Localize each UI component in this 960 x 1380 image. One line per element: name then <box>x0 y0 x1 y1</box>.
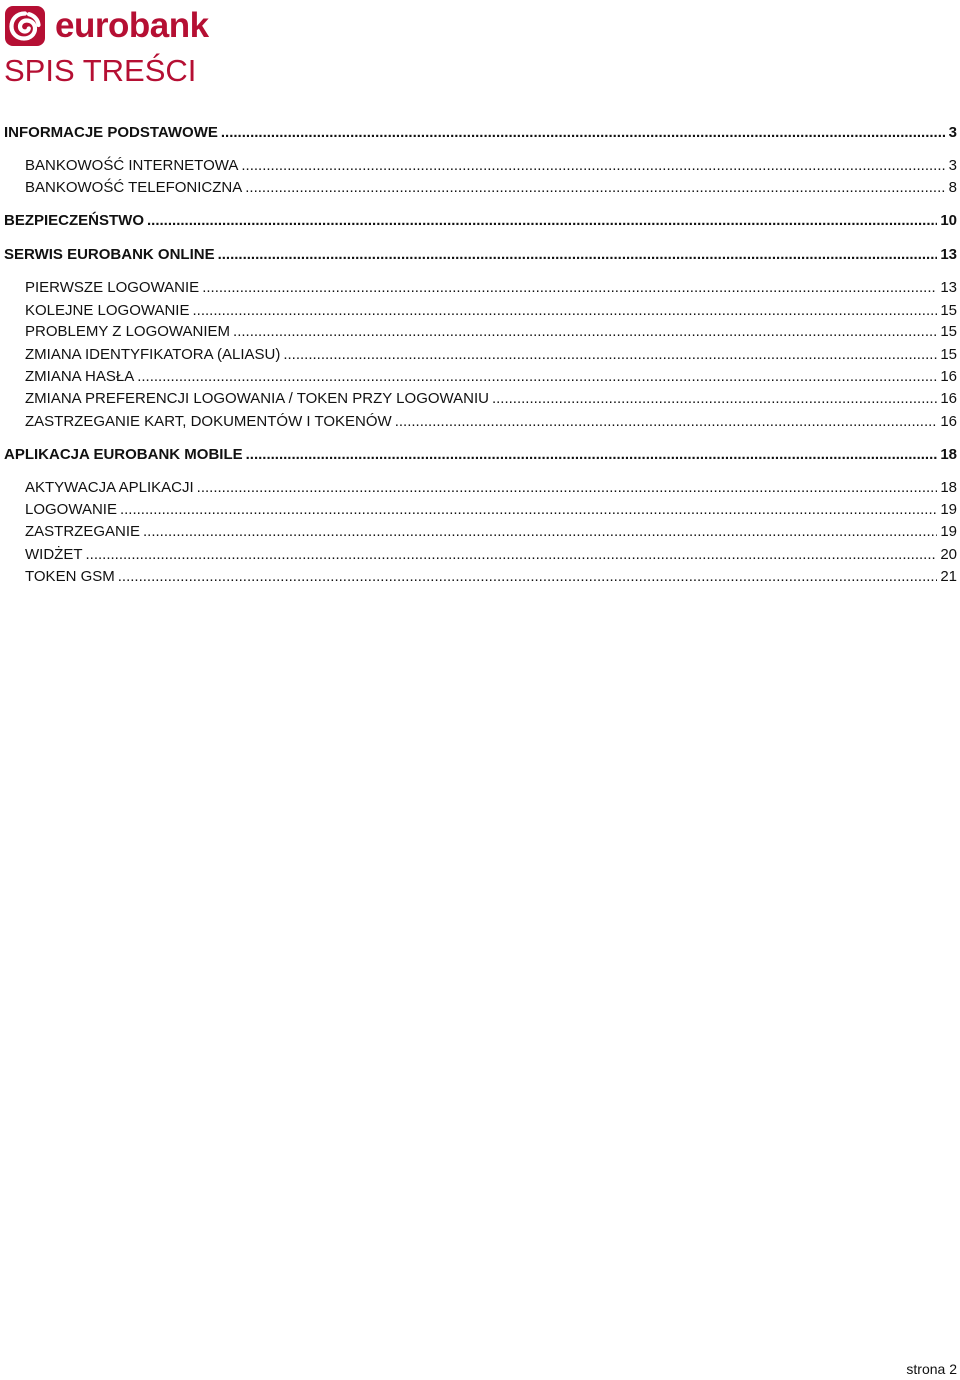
toc-entry-page-number: 18 <box>940 479 957 496</box>
toc-entry-page-number: 19 <box>940 523 957 540</box>
toc-dot-leader <box>395 412 938 432</box>
toc-entry-page-number: 19 <box>940 501 957 518</box>
toc-dot-leader <box>221 123 946 143</box>
toc-entry-label: PROBLEMY Z LOGOWANIEM <box>25 323 231 340</box>
toc-entry-label: WIDŻET <box>25 546 83 563</box>
toc-dot-leader <box>197 478 938 498</box>
toc-entry-label: APLIKACJA EUROBANK MOBILE <box>4 446 243 463</box>
toc-dot-leader <box>218 245 938 265</box>
eurobank-logo <box>5 4 209 48</box>
toc-entry[interactable] <box>0 345 957 365</box>
toc-dot-leader <box>143 522 937 542</box>
toc-entry-page-number: 3 <box>948 157 957 174</box>
toc-entry-label: SERWIS EUROBANK ONLINE <box>4 246 215 263</box>
toc-dot-leader <box>246 445 938 465</box>
toc-entry[interactable] <box>0 245 957 265</box>
toc-entry-label: BANKOWOŚĆ TELEFONICZNA <box>25 179 243 196</box>
toc-entry[interactable] <box>0 500 957 520</box>
toc-dot-leader <box>137 367 937 387</box>
toc-entry-label: AKTYWACJA APLIKACJI <box>25 479 194 496</box>
toc-entry-label: TOKEN GSM <box>25 568 115 585</box>
toc-entry[interactable] <box>0 322 957 342</box>
toc-entry-page-number: 10 <box>940 212 957 229</box>
toc-dot-leader <box>233 322 937 342</box>
toc-entry[interactable] <box>0 567 957 587</box>
toc-entry[interactable] <box>0 278 957 298</box>
toc-entry-label: ZMIANA PREFERENCJI LOGOWANIA / TOKEN PRZY LOGOWANIU <box>25 390 489 407</box>
toc-dot-leader <box>86 545 938 565</box>
toc-entry[interactable] <box>0 178 957 198</box>
toc-entry-page-number: 13 <box>940 279 957 296</box>
toc-entry-page-number: 21 <box>940 568 957 585</box>
toc-dot-leader <box>283 345 937 365</box>
toc-dot-leader <box>120 500 937 520</box>
toc-entry[interactable] <box>0 389 957 409</box>
toc-entry-page-number: 16 <box>940 368 957 385</box>
toc-entry-label: INFORMACJE PODSTAWOWE <box>4 124 218 141</box>
brand-wordmark: eurobank <box>55 6 209 45</box>
toc-dot-leader <box>241 156 945 176</box>
toc-dot-leader <box>118 567 938 587</box>
toc-entry-label: ZMIANA HASŁA <box>25 368 135 385</box>
toc-entry-page-number: 16 <box>940 413 957 430</box>
toc-entry[interactable] <box>0 123 957 143</box>
toc-entry[interactable] <box>0 545 957 565</box>
toc-entry-label: PIERWSZE LOGOWANIE <box>25 279 200 296</box>
toc-dot-leader <box>192 301 937 321</box>
toc-entry-label: LOGOWANIE <box>25 501 117 518</box>
toc-entry-page-number: 20 <box>940 546 957 563</box>
toc-entry[interactable] <box>0 156 957 176</box>
toc-entry-page-number: 15 <box>940 302 957 319</box>
toc-entry-page-number: 18 <box>940 446 957 463</box>
toc-entry[interactable] <box>0 445 957 465</box>
toc-entry-label: KOLEJNE LOGOWANIE <box>25 302 190 319</box>
toc-entry[interactable] <box>0 367 957 387</box>
eurobank-swirl-icon <box>5 6 45 46</box>
toc-entry[interactable] <box>0 478 957 498</box>
toc-entry-page-number: 3 <box>948 124 957 141</box>
toc-dot-leader <box>147 211 937 231</box>
toc-dot-leader <box>202 278 937 298</box>
page-title: SPIS TREŚCI <box>4 53 197 88</box>
toc-entry-page-number: 8 <box>948 179 957 196</box>
page-number-footer: strona 2 <box>906 1361 957 1377</box>
toc-entry[interactable] <box>0 412 957 432</box>
toc-entry-page-number: 15 <box>940 323 957 340</box>
toc-entry-label: ZASTRZEGANIE <box>25 523 141 540</box>
toc-entry-label: ZASTRZEGANIE KART, DOKUMENTÓW I TOKENÓW <box>25 413 392 430</box>
toc-entry[interactable] <box>0 211 957 231</box>
toc-dot-leader <box>245 178 945 198</box>
toc-entry-page-number: 15 <box>940 346 957 363</box>
toc-dot-leader <box>492 389 937 409</box>
toc-entry-label: BEZPIECZEŃSTWO <box>4 212 145 229</box>
toc-entry-page-number: 13 <box>940 246 957 263</box>
toc-entry-label: ZMIANA IDENTYFIKATORA (ALIASU) <box>25 346 281 363</box>
toc-entry-page-number: 16 <box>940 390 957 407</box>
toc-entry[interactable] <box>0 522 957 542</box>
toc-entry-label: BANKOWOŚĆ INTERNETOWA <box>25 157 239 174</box>
toc-entry[interactable] <box>0 301 957 321</box>
